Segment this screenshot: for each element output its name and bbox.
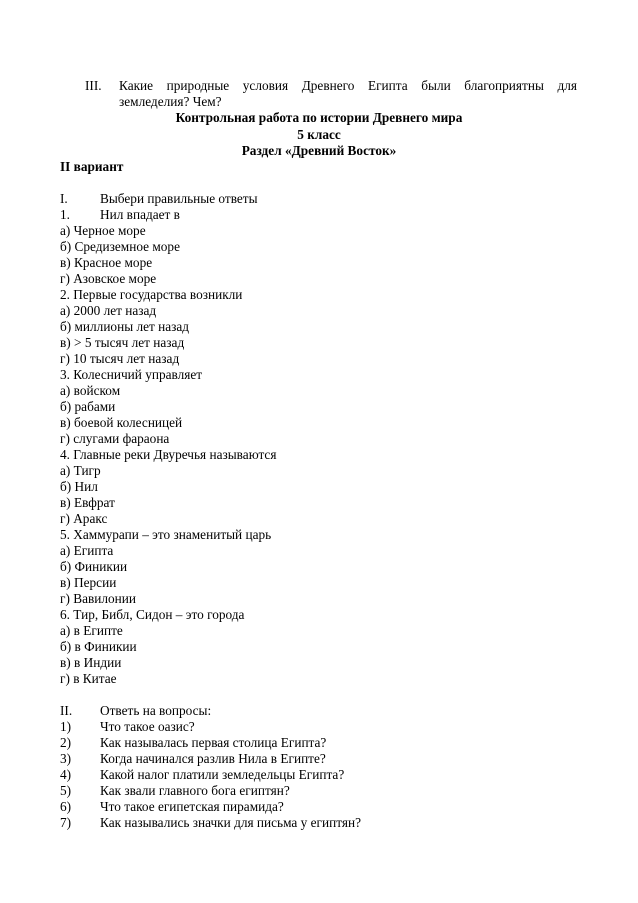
part-instruction: Ответь на вопросы: (100, 703, 212, 718)
grade-label: 5 класс (297, 127, 341, 142)
question-text: 5. Хаммурапи – это знаменитый царь (60, 527, 272, 542)
list-item: Что такое египетская пирамида? (100, 799, 284, 814)
answer-option: а) Тигр (60, 463, 101, 478)
answer-option: г) в Китае (60, 671, 117, 686)
list-item: Когда начинался разлив Нила в Египте? (100, 751, 326, 766)
question-text: 6. Тир, Библ, Сидон – это города (60, 607, 245, 622)
answer-option: г) 10 тысяч лет назад (60, 351, 180, 366)
question-number: 1. (60, 207, 70, 222)
answer-option: в) в Индии (60, 655, 122, 670)
question-text: 3. Колесничий управляет (60, 367, 203, 382)
question-text: Нил впадает в (100, 207, 180, 222)
document-title: Контрольная работа по истории Древнего мира (175, 110, 463, 125)
section-label: Раздел «Древний Восток» (241, 143, 397, 158)
answer-option: в) > 5 тысяч лет назад (60, 335, 185, 350)
list-item: Как звали главного бога египтян? (100, 783, 290, 798)
question-text-line-2: земледелия? Чем? (119, 94, 222, 109)
list-item: Как называлась первая столица Египта? (100, 735, 327, 750)
question-text-line-1: Какие природные условия Древнего Египта были благоприятны для (119, 78, 577, 93)
list-item-number: 5) (60, 783, 72, 798)
answer-option: б) Нил (60, 479, 98, 494)
answer-option: а) в Египте (60, 623, 123, 638)
answer-option: г) Аракс (60, 511, 108, 526)
list-item: Как назывались значки для письма у египтян? (100, 815, 361, 830)
answer-option: а) Египта (60, 543, 114, 558)
answer-option: б) в Финикии (60, 639, 137, 654)
answer-option: а) Черное море (60, 223, 146, 238)
list-item-number: 6) (60, 799, 72, 814)
answer-option: а) 2000 лет назад (60, 303, 157, 318)
answer-option: б) Финикии (60, 559, 128, 574)
answer-option: в) Красное море (60, 255, 153, 270)
answer-option: в) боевой колесницей (60, 415, 183, 430)
list-item-number: 2) (60, 735, 72, 750)
part-instruction: Выбери правильные ответы (100, 191, 258, 206)
list-item-number: 7) (60, 815, 72, 830)
answer-option: г) Азовское море (60, 271, 157, 286)
answer-option: б) миллионы лет назад (60, 319, 190, 334)
answer-option: г) Вавилонии (60, 591, 137, 606)
question-text: 2. Первые государства возникли (60, 287, 243, 302)
answer-option: а) войском (60, 383, 121, 398)
answer-option: в) Персии (60, 575, 117, 590)
list-item-number: 1) (60, 719, 72, 734)
part-number: II. (60, 703, 73, 718)
answer-option: б) рабами (60, 399, 116, 414)
answer-option: в) Евфрат (60, 495, 115, 510)
part-number: I. (60, 191, 68, 206)
question-number: III. (85, 78, 102, 93)
answer-option: б) Средиземное море (60, 239, 180, 254)
variant-label: II вариант (60, 159, 124, 174)
question-text: 4. Главные реки Двуречья называются (60, 447, 277, 462)
list-item: Какой налог платили земледельцы Египта? (100, 767, 345, 782)
answer-option: г) слугами фараона (60, 431, 170, 446)
list-item-number: 3) (60, 751, 72, 766)
list-item-number: 4) (60, 767, 72, 782)
list-item: Что такое оазис? (100, 719, 195, 734)
